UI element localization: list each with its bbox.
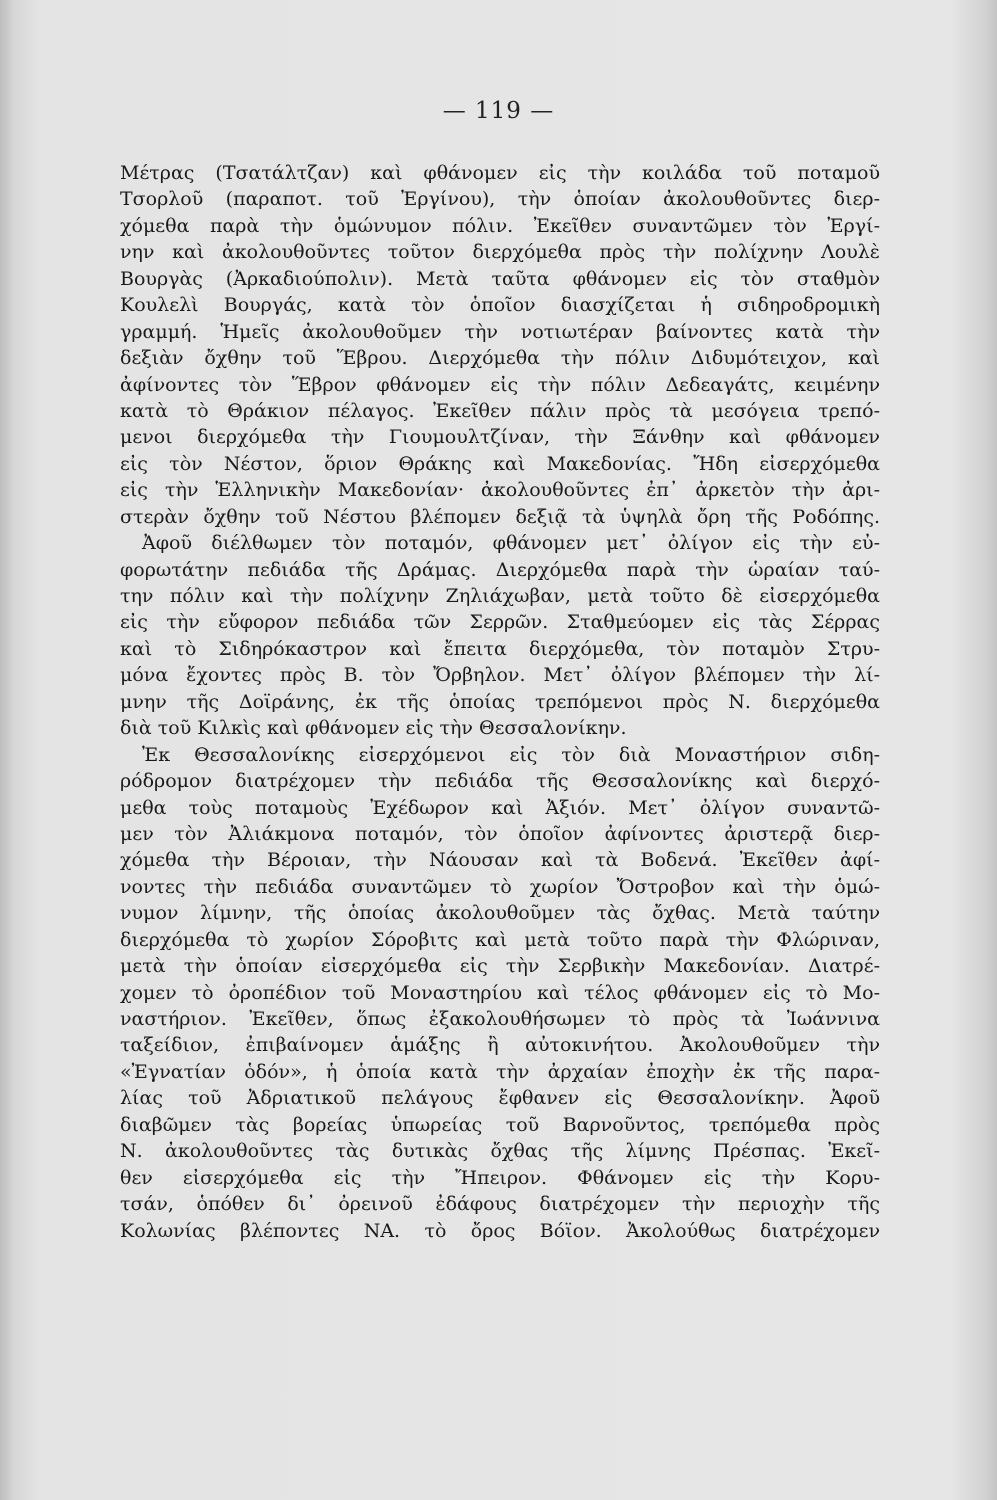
text-line: Ν. ἀκολουθοῦντες τὰς δυτικὰς ὄχθας τῆς λίμνης Πρέσπας. Ἐκεῖ- <box>120 1140 880 1163</box>
text-line: δεξιὰν ὄχθην τοῦ Ἕβρου. Διερχόμεθα τὴν πόλιν Διδυμότειχον, καὶ <box>120 347 880 370</box>
text-line: ρόδρομον διατρέχομεν τὴν πεδιάδα τῆς Θεσσαλονίκης καὶ διερχό- <box>120 770 880 793</box>
text-line: μεν τὸν Ἀλιάκμονα ποταμόν, τὸν ὁποῖον ἀφίνοντες ἀριστερᾷ διερ- <box>120 822 880 845</box>
text-line: Ἐκ Θεσσαλονίκης εἰσερχόμενοι εἰς τὸν διὰ Μοναστήριον σιδη- <box>142 743 880 766</box>
text-line: μνην τῆς Δοϊράνης, ἐκ τῆς ὁποίας τρεπόμενοι πρὸς Ν. διερχόμεθα <box>120 690 880 713</box>
text-line: νυμον λίμνην, τῆς ὁποίας ἀκολουθοῦμεν τὰς ὄχθας. Μετὰ ταύτην <box>120 902 880 925</box>
text-line: καὶ τὸ Σιδηρόκαστρον καὶ ἔπειτα διερχόμεθα, τὸν ποταμὸν Στρυ- <box>120 637 880 660</box>
text-line: Κουλελὶ Βουργάς, κατὰ τὸν ὁποῖον διασχίζεται ἡ σιδηροδρομικὴ <box>120 294 880 317</box>
text-line: Μέτρας (Τσατάλτζαν) καὶ φθάνομεν εἰς τὴν κοιλάδα τοῦ ποταμοῦ <box>120 162 880 184</box>
text-line: Τσορλοῦ (παραποτ. τοῦ Ἐργίνου), τὴν ὁποίαν ἀκολουθοῦντες διερ- <box>120 188 880 211</box>
text-line: εἰς τὴν εὔφορον πεδιάδα τῶν Σερρῶν. Σταθμεύομεν εἰς τὰς Σέρρας <box>120 611 880 634</box>
text-line: εἰς τὴν Ἑλληνικὴν Μακεδονίαν· ἀκολουθοῦντες ἐπ᾽ ἀρκετὸν τὴν ἀρι- <box>120 479 880 502</box>
text-line: φορωτάτην πεδιάδα τῆς Δράμας. Διερχόμεθα παρὰ τὴν ὡραίαν ταύ- <box>120 558 880 581</box>
text-line: μεθα τοὺς ποταμοὺς Ἐχέδωρον καὶ Ἀξιόν. Μετ᾽ ὀλίγον συναντῶ- <box>120 796 880 819</box>
text-line: διερχόμεθα τὸ χωρίον Σόροβιτς καὶ μετὰ τοῦτο παρὰ τὴν Φλώριναν, <box>120 928 880 951</box>
text-line: λίας τοῦ Ἀδριατικοῦ πελάγους ἔφθανεν εἰς Θεσσαλονίκην. Ἀφοῦ <box>120 1087 880 1110</box>
text-line: ἀφίνοντες τὸν Ἕβρον φθάνομεν εἰς τὴν πόλιν Δεδεαγάτς, κειμένην <box>120 373 880 396</box>
text-line: μετὰ τὴν ὁποίαν εἰσερχόμεθα εἰς τὴν Σερβικὴν Μακεδονίαν. Διατρέ- <box>120 955 880 978</box>
page-number: — 119 — <box>442 98 555 124</box>
text-line: χόμεθα παρὰ τὴν ὁμώνυμον πόλιν. Ἐκεῖθεν συναντῶμεν τὸν Ἐργί- <box>120 214 880 237</box>
body-text <box>120 160 880 1244</box>
text-line: στερὰν ὄχθην τοῦ Νέστου βλέπομεν δεξιᾷ τὰ ὑψηλὰ ὄρη τῆς Ροδόπης. <box>120 505 880 528</box>
text-line: «Ἐγνατίαν ὁδόν», ἡ ὁποία κατὰ τὴν ἀρχαίαν ἐποχὴν ἐκ τῆς παρα- <box>120 1060 880 1083</box>
text-line: ναστήριον. Ἐκεῖθεν, ὅπως ἐξακολουθήσωμεν τὸ πρὸς τὰ Ἰωάννινα <box>120 1008 880 1030</box>
text-line: γραμμή. Ἡμεῖς ἀκολουθοῦμεν τὴν νοτιωτέραν βαίνοντες κατὰ τὴν <box>120 320 880 343</box>
text-line: τσάν, ὁπόθεν δι᾽ ὀρεινοῦ ἐδάφους διατρέχομεν τὴν περιοχὴν τῆς <box>120 1193 880 1216</box>
text-line: μενοι διερχόμεθα τὴν Γιουμουλτζίναν, τὴν Ξάνθην καὶ φθάνομεν <box>120 426 880 449</box>
text-line: κατὰ τὸ Θράκιον πέλαγος. Ἐκεῖθεν πάλιν πρὸς τὰ μεσόγεια τρεπό- <box>120 399 880 422</box>
text-line: εἰς τὸν Νέστον, ὅριον Θράκης καὶ Μακεδονίας. Ἤδη εἰσερχόμεθα <box>120 452 880 475</box>
text-line: νοντες τὴν πεδιάδα συναντῶμεν τὸ χωρίον Ὄστροβον καὶ τὴν ὁμώ- <box>120 875 880 898</box>
text-line: χομεν τὸ ὀροπέδιον τοῦ Μοναστηρίου καὶ τέλος φθάνομεν εἰς τὸ Μο- <box>120 981 880 1004</box>
text-line: διὰ τοῦ Κιλκὶς καὶ φθάνομεν εἰς τὴν Θεσσαλονίκην. <box>120 717 627 740</box>
text-line: ταξείδιον, ἐπιβαίνομεν ἁμάξης ἢ αὐτοκινήτου. Ἀκολουθοῦμεν τὴν <box>120 1034 880 1057</box>
text-line: χόμεθα τὴν Βέροιαν, τὴν Νάουσαν καὶ τὰ Βοδενά. Ἐκεῖθεν ἀφί- <box>120 849 880 872</box>
text-line: Βουργὰς (Ἀρκαδιούπολιν). Μετὰ ταῦτα φθάνομεν εἰς τὸν σταθμὸν <box>120 267 880 290</box>
text-line: την πόλιν καὶ τὴν πολίχνην Ζηλιάχωβαν, μετὰ τοῦτο δὲ εἰσερχόμεθα <box>120 585 880 607</box>
text-line: Κολωνίας βλέποντες ΝΑ. τὸ ὄρος Βόϊον. Ἀκολούθως διατρέχομεν <box>120 1219 880 1242</box>
text-line: θεν εἰσερχόμεθα εἰς τὴν Ἤπειρον. Φθάνομεν εἰς τὴν Κορυ- <box>120 1166 880 1189</box>
text-line: νην καὶ ἀκολουθοῦντες τοῦτον διερχόμεθα πρὸς τὴν πολίχνην Λουλὲ <box>120 241 880 264</box>
text-line: διαβῶμεν τὰς βορείας ὑπωρείας τοῦ Βαρνοῦντος, τρεπόμεθα πρὸς <box>120 1113 880 1136</box>
text-line: Ἀφοῦ διέλθωμεν τὸν ποταμόν, φθάνομεν μετ᾽ ὀλίγον εἰς τὴν εὐ- <box>142 532 880 555</box>
text-line: μόνα ἔχοντες πρὸς Β. τὸν Ὄρβηλον. Μετ᾽ ὀλίγον βλέπομεν τὴν λί- <box>120 664 880 687</box>
